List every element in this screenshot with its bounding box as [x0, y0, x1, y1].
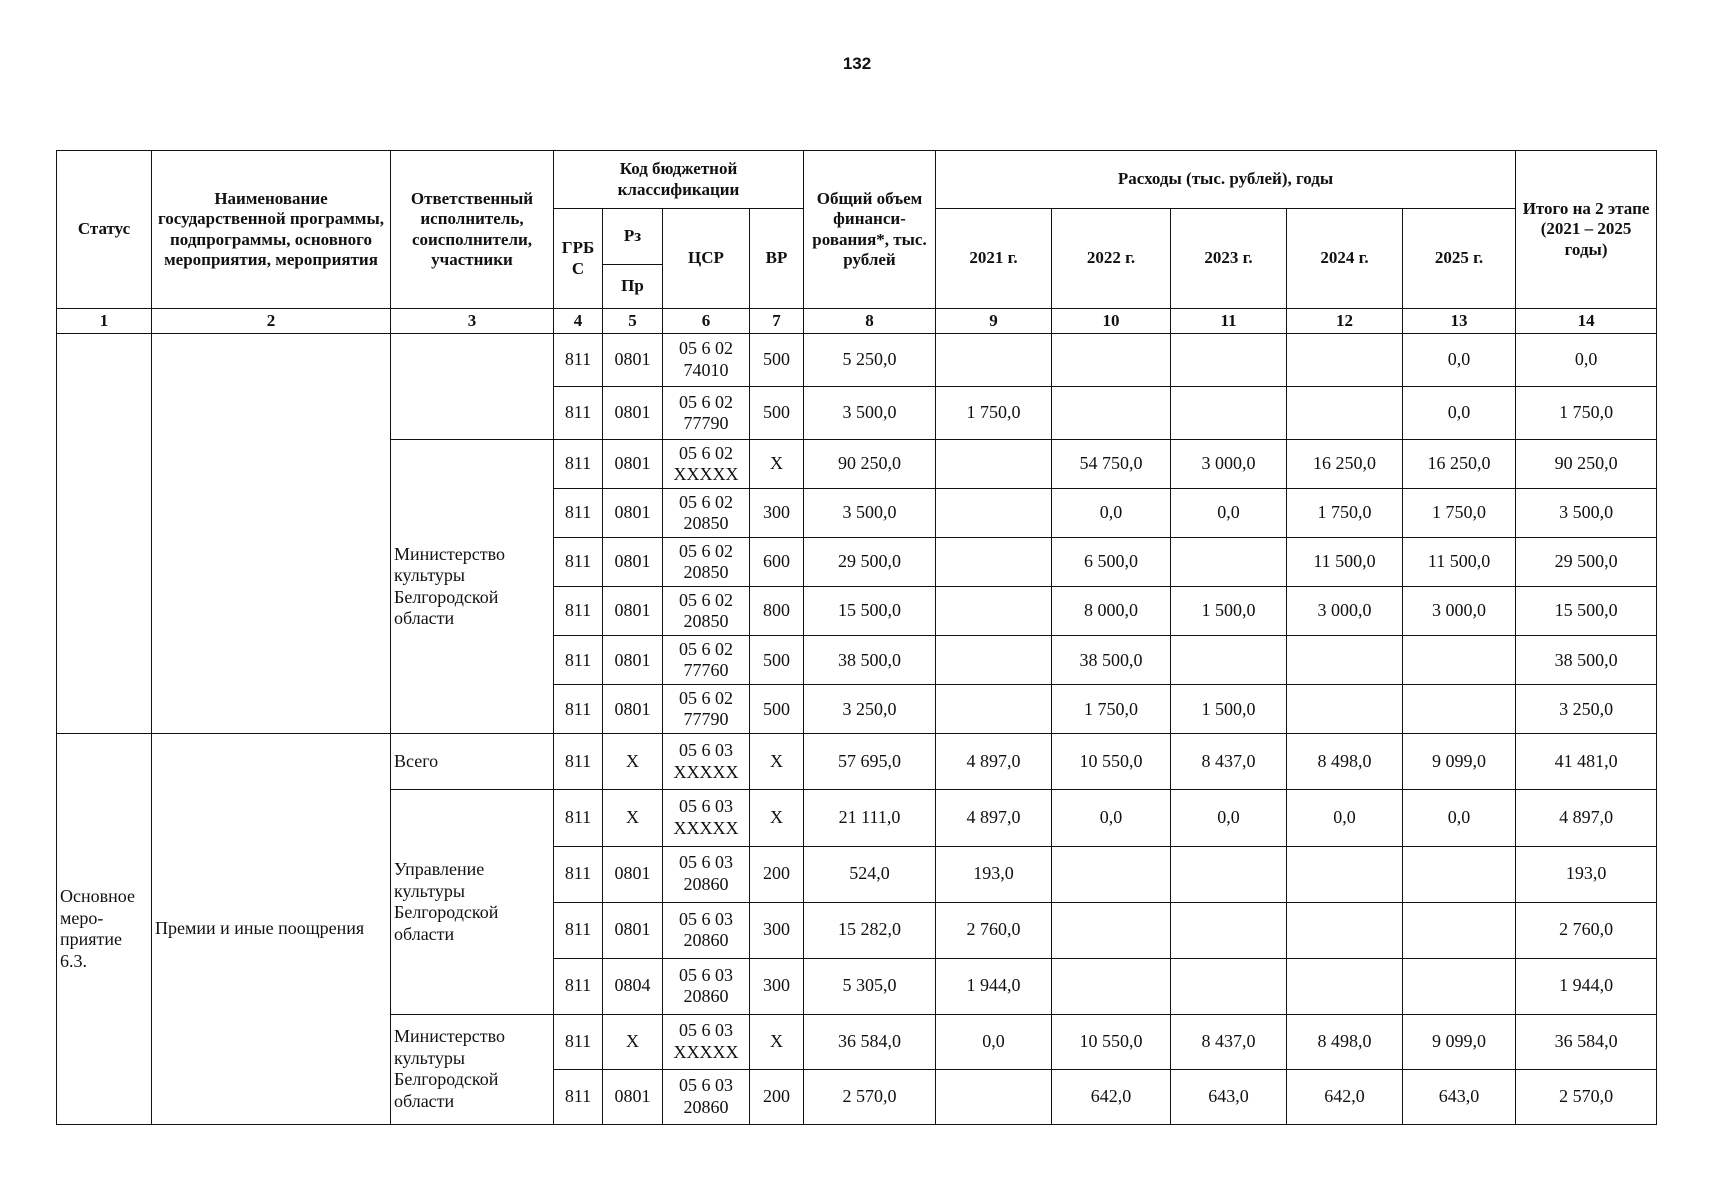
col-number: 5: [603, 309, 663, 334]
csr-code-part: 05 6 03: [679, 1075, 733, 1096]
year-2022-cell: 0,0: [1052, 489, 1171, 538]
year-2022-cell: [1052, 334, 1171, 387]
executor-cell: Министерство культуры Белгородской области: [391, 1014, 554, 1124]
status-cell: Основное меро-приятие 6.3.: [57, 734, 152, 1125]
total-cell: 5 250,0: [804, 334, 936, 387]
stage-total-cell: 2 760,0: [1516, 902, 1657, 958]
year-2022-cell: 0,0: [1052, 790, 1171, 846]
csr-code-part: 20850: [683, 611, 729, 632]
col-number: 9: [936, 309, 1052, 334]
year-2025-cell: 3 000,0: [1403, 587, 1516, 636]
total-cell: 524,0: [804, 846, 936, 902]
csr-code-part: 05 6 03: [679, 1020, 733, 1041]
year-2025-cell: [1403, 685, 1516, 734]
rzpr-cell: X: [603, 734, 663, 790]
col-number: 13: [1403, 309, 1516, 334]
year-2025-cell: 9 099,0: [1403, 734, 1516, 790]
csr-code-part: 05 6 03: [679, 964, 733, 985]
col-number: 1: [57, 309, 152, 334]
vr-cell: 500: [750, 387, 804, 440]
year-2025-cell: [1403, 902, 1516, 958]
year-2022-cell: [1052, 902, 1171, 958]
csr-cell: [663, 387, 750, 440]
status-cell: [57, 334, 152, 734]
stage-total-cell: 4 897,0: [1516, 790, 1657, 846]
csr-cell: [663, 636, 750, 685]
total-cell: 57 695,0: [804, 734, 936, 790]
vr-cell: 200: [750, 1069, 804, 1124]
rzpr-cell: 0801: [603, 685, 663, 734]
col-number: 12: [1287, 309, 1403, 334]
vr-cell: 500: [750, 685, 804, 734]
name-cell: [152, 334, 391, 734]
csr-cell: [663, 685, 750, 734]
year-2023-cell: 1 500,0: [1171, 685, 1287, 734]
header-status: Статус: [57, 151, 152, 309]
header-year-2024: 2024 г.: [1287, 209, 1403, 309]
year-2021-cell: 4 897,0: [936, 734, 1052, 790]
csr-code-part: 05 6 02: [679, 491, 733, 512]
year-2022-cell: 6 500,0: [1052, 538, 1171, 587]
csr-code-part: 05 6 02: [679, 589, 733, 610]
year-2021-cell: [936, 538, 1052, 587]
vr-cell: 300: [750, 489, 804, 538]
executor-cell: [391, 334, 554, 440]
page-number: 132: [842, 54, 872, 73]
year-2022-cell: 642,0: [1052, 1069, 1171, 1124]
rzpr-cell: 0801: [603, 636, 663, 685]
col-number: 14: [1516, 309, 1657, 334]
csr-cell: [663, 587, 750, 636]
header-year-2021: 2021 г.: [936, 209, 1052, 309]
year-2021-cell: [936, 685, 1052, 734]
vr-cell: 300: [750, 958, 804, 1014]
csr-code-part: XXXXX: [673, 818, 739, 838]
year-2024-cell: 1 750,0: [1287, 489, 1403, 538]
table-row: [57, 734, 1657, 790]
year-2024-cell: [1287, 334, 1403, 387]
header-csr: ЦСР: [663, 209, 750, 309]
header-year-2023: 2023 г.: [1171, 209, 1287, 309]
grbs-cell: 811: [554, 636, 603, 685]
year-2025-cell: [1403, 846, 1516, 902]
stage-total-cell: 193,0: [1516, 846, 1657, 902]
grbs-cell: 811: [554, 685, 603, 734]
year-2024-cell: [1287, 685, 1403, 734]
grbs-cell: 811: [554, 538, 603, 587]
rzpr-cell: 0801: [603, 846, 663, 902]
total-cell: 21 111,0: [804, 790, 936, 846]
year-2023-cell: [1171, 387, 1287, 440]
vr-cell: X: [750, 734, 804, 790]
rzpr-cell: 0801: [603, 387, 663, 440]
csr-cell: [663, 846, 750, 902]
year-2022-cell: 1 750,0: [1052, 685, 1171, 734]
year-2024-cell: 8 498,0: [1287, 1014, 1403, 1069]
header-budget-code: Код бюджетной классификации: [554, 151, 804, 209]
table-body: [57, 334, 1657, 1125]
vr-cell: X: [750, 440, 804, 489]
total-cell: 29 500,0: [804, 538, 936, 587]
year-2024-cell: 16 250,0: [1287, 440, 1403, 489]
year-2024-cell: 0,0: [1287, 790, 1403, 846]
csr-code-part: 20860: [683, 874, 729, 895]
year-2021-cell: 1 750,0: [936, 387, 1052, 440]
header-year-2025: 2025 г.: [1403, 209, 1516, 309]
csr-code-part: 05 6 02: [679, 338, 733, 359]
col-number: 6: [663, 309, 750, 334]
csr-code-part: 05 6 03: [679, 908, 733, 929]
year-2024-cell: [1287, 902, 1403, 958]
csr-cell: [663, 440, 750, 489]
stage-total-cell: 15 500,0: [1516, 587, 1657, 636]
rzpr-cell: 0801: [603, 902, 663, 958]
year-2024-cell: [1287, 958, 1403, 1014]
year-2024-cell: 3 000,0: [1287, 587, 1403, 636]
csr-cell: [663, 334, 750, 387]
csr-cell: [663, 790, 750, 846]
csr-code-part: 20850: [683, 513, 729, 534]
rzpr-cell: 0801: [603, 587, 663, 636]
grbs-cell: 811: [554, 587, 603, 636]
grbs-cell: 811: [554, 1014, 603, 1069]
col-number: 7: [750, 309, 804, 334]
vr-cell: 800: [750, 587, 804, 636]
csr-code-part: 77790: [683, 413, 729, 434]
header-stage-total: Итого на 2 этапе (2021 – 2025 годы): [1516, 151, 1657, 309]
vr-cell: X: [750, 1014, 804, 1069]
year-2023-cell: 1 500,0: [1171, 587, 1287, 636]
year-2023-cell: [1171, 846, 1287, 902]
rzpr-cell: X: [603, 1014, 663, 1069]
executor-cell: Министерство культуры Белгородской области: [391, 440, 554, 734]
stage-total-cell: 36 584,0: [1516, 1014, 1657, 1069]
grbs-cell: 811: [554, 846, 603, 902]
total-cell: 5 305,0: [804, 958, 936, 1014]
year-2023-cell: 3 000,0: [1171, 440, 1287, 489]
csr-code-part: 05 6 03: [679, 852, 733, 873]
grbs-cell: 811: [554, 902, 603, 958]
year-2024-cell: [1287, 636, 1403, 685]
col-number: 2: [152, 309, 391, 334]
grbs-cell: 811: [554, 440, 603, 489]
rzpr-cell: 0801: [603, 538, 663, 587]
csr-code-part: 05 6 03: [679, 740, 733, 761]
stage-total-cell: 0,0: [1516, 334, 1657, 387]
csr-code-part: 20860: [683, 986, 729, 1007]
csr-code-part: 05 6 02: [679, 638, 733, 659]
csr-code-part: XXXXX: [673, 761, 739, 782]
year-2023-cell: 0,0: [1171, 790, 1287, 846]
year-2022-cell: 54 750,0: [1052, 440, 1171, 489]
csr-code-part: 05 6 02: [679, 442, 733, 463]
csr-cell: [663, 538, 750, 587]
column-number-row: [57, 309, 1657, 334]
year-2024-cell: 642,0: [1287, 1069, 1403, 1124]
col-number: 10: [1052, 309, 1171, 334]
stage-total-cell: 2 570,0: [1516, 1069, 1657, 1124]
year-2024-cell: 8 498,0: [1287, 734, 1403, 790]
csr-cell: [663, 734, 750, 790]
vr-cell: 200: [750, 846, 804, 902]
header-name: Наименование государственной программы, подпрограммы, основного мероприятия, мероприятия: [152, 151, 391, 309]
csr-code-part: 05 6 02: [679, 540, 733, 561]
col-number: 11: [1171, 309, 1287, 334]
year-2022-cell: 38 500,0: [1052, 636, 1171, 685]
year-2025-cell: 1 750,0: [1403, 489, 1516, 538]
rzpr-cell: 0801: [603, 334, 663, 387]
header-total-volume: Общий объем финанси-рования*, тыс. рублей: [804, 151, 936, 309]
csr-code-part: 20850: [683, 562, 729, 583]
year-2022-cell: 10 550,0: [1052, 734, 1171, 790]
year-2025-cell: 643,0: [1403, 1069, 1516, 1124]
grbs-cell: 811: [554, 1069, 603, 1124]
vr-cell: 300: [750, 902, 804, 958]
executor-cell: Управление культуры Белгородской области: [391, 790, 554, 1014]
name-cell: Премии и иные поощрения: [152, 734, 391, 1125]
budget-table: [56, 150, 1657, 1125]
rzpr-cell: 0801: [603, 440, 663, 489]
year-2022-cell: 8 000,0: [1052, 587, 1171, 636]
total-cell: 15 500,0: [804, 587, 936, 636]
year-2025-cell: 9 099,0: [1403, 1014, 1516, 1069]
year-2021-cell: [936, 489, 1052, 538]
total-cell: 38 500,0: [804, 636, 936, 685]
rzpr-cell: 0801: [603, 1069, 663, 1124]
year-2025-cell: 0,0: [1403, 790, 1516, 846]
csr-code-part: 77790: [683, 709, 729, 730]
stage-total-cell: 90 250,0: [1516, 440, 1657, 489]
year-2023-cell: 8 437,0: [1171, 734, 1287, 790]
year-2021-cell: [936, 1069, 1052, 1124]
year-2023-cell: [1171, 334, 1287, 387]
header-rz: Рз: [603, 209, 663, 265]
col-number: 8: [804, 309, 936, 334]
vr-cell: 600: [750, 538, 804, 587]
year-2024-cell: [1287, 387, 1403, 440]
rzpr-cell: 0801: [603, 489, 663, 538]
col-number: 4: [554, 309, 603, 334]
vr-cell: X: [750, 790, 804, 846]
year-2024-cell: [1287, 846, 1403, 902]
year-2025-cell: [1403, 958, 1516, 1014]
csr-code-part: XXXXX: [673, 1041, 739, 1062]
stage-total-cell: 1 944,0: [1516, 958, 1657, 1014]
year-2023-cell: [1171, 902, 1287, 958]
rzpr-cell: X: [603, 790, 663, 846]
year-2022-cell: [1052, 846, 1171, 902]
year-2021-cell: [936, 440, 1052, 489]
csr-code-part: 05 6 03: [679, 796, 733, 817]
year-2022-cell: [1052, 387, 1171, 440]
header-grbs: ГРБ С: [554, 209, 603, 309]
year-2021-cell: [936, 636, 1052, 685]
header-pr: Пр: [603, 265, 663, 309]
vr-cell: 500: [750, 636, 804, 685]
total-cell: 2 570,0: [804, 1069, 936, 1124]
year-2025-cell: 11 500,0: [1403, 538, 1516, 587]
year-2023-cell: [1171, 636, 1287, 685]
year-2025-cell: 0,0: [1403, 334, 1516, 387]
executor-cell: Всего: [391, 734, 554, 790]
grbs-cell: 811: [554, 489, 603, 538]
year-2021-cell: 0,0: [936, 1014, 1052, 1069]
rzpr-cell: 0804: [603, 958, 663, 1014]
total-cell: 3 500,0: [804, 387, 936, 440]
year-2021-cell: [936, 334, 1052, 387]
year-2023-cell: [1171, 958, 1287, 1014]
col-number: 3: [391, 309, 554, 334]
csr-cell: [663, 902, 750, 958]
header-year-2022: 2022 г.: [1052, 209, 1171, 309]
stage-total-cell: 3 250,0: [1516, 685, 1657, 734]
year-2021-cell: 2 760,0: [936, 902, 1052, 958]
header-expenses: Расходы (тыс. рублей), годы: [936, 151, 1516, 209]
csr-code-part: 74010: [683, 360, 729, 381]
grbs-cell: 811: [554, 734, 603, 790]
csr-code-part: 20860: [683, 1096, 729, 1117]
csr-cell: [663, 1014, 750, 1069]
csr-cell: [663, 958, 750, 1014]
year-2025-cell: [1403, 636, 1516, 685]
csr-code-part: XXXXX: [673, 464, 739, 485]
year-2021-cell: 193,0: [936, 846, 1052, 902]
year-2024-cell: 11 500,0: [1287, 538, 1403, 587]
year-2021-cell: [936, 587, 1052, 636]
stage-total-cell: 1 750,0: [1516, 387, 1657, 440]
header-executor: Ответственный исполнитель, соисполнители, участники: [391, 151, 554, 309]
csr-cell: [663, 1069, 750, 1124]
year-2023-cell: 0,0: [1171, 489, 1287, 538]
total-cell: 15 282,0: [804, 902, 936, 958]
stage-total-cell: 41 481,0: [1516, 734, 1657, 790]
grbs-cell: 811: [554, 958, 603, 1014]
stage-total-cell: 38 500,0: [1516, 636, 1657, 685]
total-cell: 36 584,0: [804, 1014, 936, 1069]
grbs-cell: 811: [554, 387, 603, 440]
csr-code-part: 05 6 02: [679, 391, 733, 412]
table-row: [57, 334, 1657, 387]
total-cell: 90 250,0: [804, 440, 936, 489]
csr-code-part: 20860: [683, 930, 729, 951]
vr-cell: 500: [750, 334, 804, 387]
header-vr: ВР: [750, 209, 804, 309]
year-2023-cell: 643,0: [1171, 1069, 1287, 1124]
grbs-cell: 811: [554, 790, 603, 846]
grbs-cell: 811: [554, 334, 603, 387]
total-cell: 3 250,0: [804, 685, 936, 734]
year-2021-cell: 4 897,0: [936, 790, 1052, 846]
csr-code-part: 05 6 02: [679, 687, 733, 708]
year-2025-cell: 16 250,0: [1403, 440, 1516, 489]
year-2022-cell: 10 550,0: [1052, 1014, 1171, 1069]
year-2023-cell: [1171, 538, 1287, 587]
year-2022-cell: [1052, 958, 1171, 1014]
total-cell: 3 500,0: [804, 489, 936, 538]
year-2021-cell: 1 944,0: [936, 958, 1052, 1014]
csr-code-part: 77760: [683, 660, 729, 681]
stage-total-cell: 3 500,0: [1516, 489, 1657, 538]
csr-cell: [663, 489, 750, 538]
year-2023-cell: 8 437,0: [1171, 1014, 1287, 1069]
stage-total-cell: 29 500,0: [1516, 538, 1657, 587]
year-2025-cell: 0,0: [1403, 387, 1516, 440]
